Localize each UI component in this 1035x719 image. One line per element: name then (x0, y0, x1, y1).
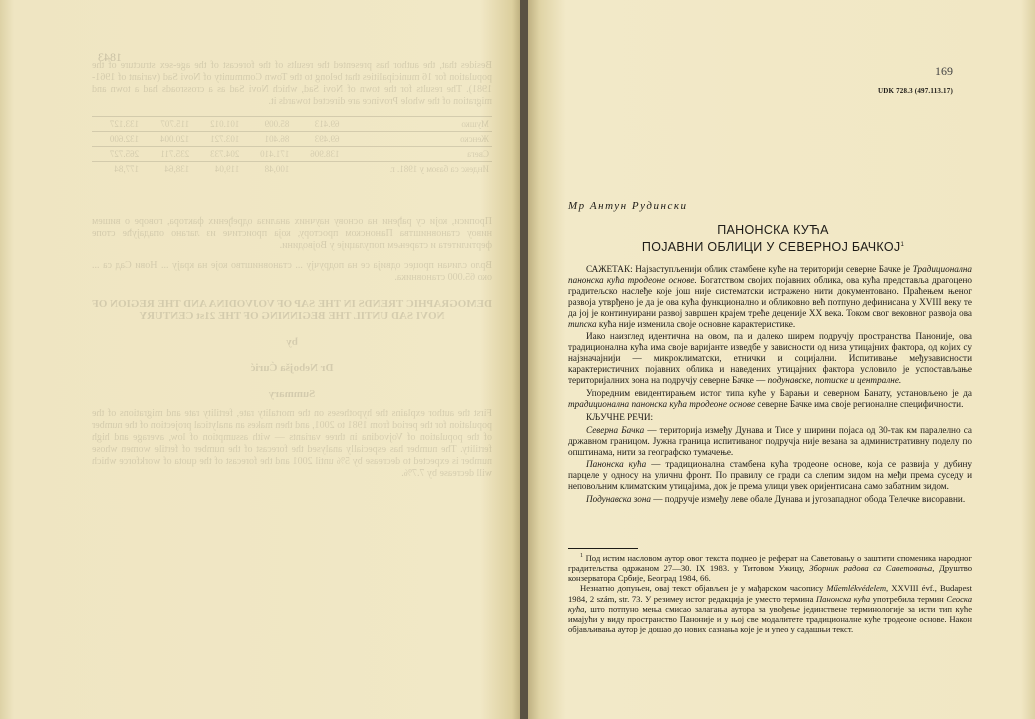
ghost-paragraph: Besides that, the author has presented the results of the forecast of the age-sex structure of the population for 16 municipalities that belong to the Town Community of Novi Sad (variant of 1961-1981). The results for the town of Novi Sad, which Novi Sad as a crossroads had a town and migration of the whole Province are directed towards it. (92, 60, 492, 107)
title-footnote-mark: 1 (900, 242, 905, 248)
keyword-entry: Подунавска зона — подручје између леве обале Дунава и југозападног обода Телечке висоравни. (586, 494, 966, 505)
abstract-paragraph: САЖЕТАК: Најзаступљенији облик стамбене куће на територији северне Бачке је Традиционална панонска кућа тродеоне основе. Богатством својих појавних облика, ова кућа представља драгоцено градитељско наслеђе које још није систематски истражено нити документовано. Праћењем њеног развоја утврђено је да је ова кућа функционално и обликовно већ потпуно дефинисана у XVIII веку те да јој је континуирани развој завршен крајем треће деценије XX века. Током свог вековног развоја ова типска кућа није изменила своје основне карактеристике. (568, 264, 973, 329)
footnote: Незнатно допуњен, овај текст објављен је у мађарском часопису Műemlékvédelem, XXVIII évf., Budapest 1984, 2 szám, str. 73. У резимеу истог редакција је уместо термина Панонска кућа употребила термин Сеоска кућа, што потпуно мења смисао залагања аутора за увођење јединствене терминологије за исти тип куће имајући у виду пространство Паноније и у њој све модалитете традиционалне куће тродеоне основе. Након објављивања аутор је дошао до нових сазнања које је и уneo у садашњи текст. (568, 583, 973, 635)
ghost-paragraph: Прописи, који су рађени на основу научних анализа одређених фактора, говоре о вишем нивоу становништва Панонском простору, која проистиче из лагано опадајуће стопе фертилитета и старењем популације у Војводини. (92, 216, 492, 251)
table-row: Индекс са базом у 1981. г. 100,48 119,04 138,64 177,84 (92, 162, 492, 177)
keyword-entry: Северна Бачка — територија између Дунава и Тисе у ширини појаса од 30-так км паралелно са државном границом. Јужна граница испитиваног подручја није везана за административну поделу по општинама, нити за географско тумачење. (568, 424, 972, 457)
footnote-divider (568, 548, 638, 549)
article-body (568, 264, 972, 507)
ghost-paragraph: Врло сличан процес одвија се на подручју ... становништво које на крају ... Нови Сад са ... око 65.000 становника. (92, 260, 492, 283)
footnotes (568, 551, 972, 634)
ghost-heading: DEMOGRAPHIC TRENDS IN THE SAP OF VOJVODINA AND THE REGION OF NOVI SAD UNTIL THE BEGINNING OF THE 21st CENTURY (92, 298, 492, 322)
table-row: Мушко 69.413 85.009 101.012 115.707 133.127 (92, 117, 492, 132)
ghost-summary-heading: Summary (268, 388, 316, 400)
abstract-label: САЖЕТАК: (586, 264, 633, 274)
table-row: Женско 69.493 86.401 103.721 120.004 132.600 (92, 132, 492, 147)
keywords-label: КЉУЧНЕ РЕЧИ: (586, 411, 654, 422)
ghost-by: by (286, 336, 298, 348)
right-page-number: 169 (935, 64, 953, 78)
table-row: Свега 138.906 171.410 204.733 235.711 265.727 (92, 147, 492, 162)
article-title (578, 223, 968, 255)
title-line-2: ПОЈАВНИ ОБЛИЦИ У СЕВЕРНОЈ БАЧКОЈ$^1$ (641, 240, 905, 255)
article-author: Мр Антун Рудински (568, 200, 688, 212)
ghost-summary-text: First the author explains the hypotheses on the mortality rate, fertility rate and migrations of the population for the period from 1981 to 2001, and then makes an analytical projection of the number of the population of Vojvodina in three variants — with assumption of low, average and high fertility. The number has especially analysed the forecast of the number of fertile women whose number is expected to decrease by 5% until 2001 and the forecast of the quota of workforce which will decrease by 7.7%. (92, 408, 492, 479)
abstract-paragraph: Упоредним евидентирањем истог типа куће у Барањи и северном Банату, установљено је да традиционална панонска кућа тродеоне основе северне Бачке има своје регионалне специфичности. (568, 387, 972, 409)
ghost-table (92, 116, 492, 176)
left-page-showthrough-text (92, 60, 492, 488)
book-gutter (520, 0, 528, 719)
ghost-author: Dr Nebojša Ćurić (250, 362, 334, 374)
left-page-number: 1843 (98, 50, 122, 64)
title-line-1: ПАНОНСКА КУЋА (717, 223, 829, 237)
udk-code: UDK 728.3 (497.113.17) (878, 87, 953, 95)
footnote: $^1$ Под истим насловом аутор овог текста поднео је реферат на Саветовању о заштити споменика народног градитељства одржаном 27—30. IX 1983. у Титовом Ужицу, Зборник радова са Саветовања, Друштво конзерватора Србије, Београд 1984, 66. (568, 552, 972, 584)
keyword-entry: Панонска кућа — традиционална стамбена кућа тродеоне основе, која се развија у дубину парцеле у односу на уличнu фронт. По правилу се гради са слепим зидом на међи према суседу и неповољним климатским утицајима, док је према улици увек оријентисана само забатним зидом. (568, 459, 972, 492)
abstract-paragraph: Иако наизглед идентична на овом, па и далеко ширем подручју пространства Паноније, ова традиционална кућа има своје варијанте изведбе у зависности од низа утицајних фактора, од којих су најзначајнији — микроклиматски, етнички и социјални. Испитивање међузависности карактеристичних појавних облика и наведених утицајних фактора условило је успостављање територијалних зона на подручју северне Бачке — подунавске, потиске и централне. (568, 331, 972, 386)
